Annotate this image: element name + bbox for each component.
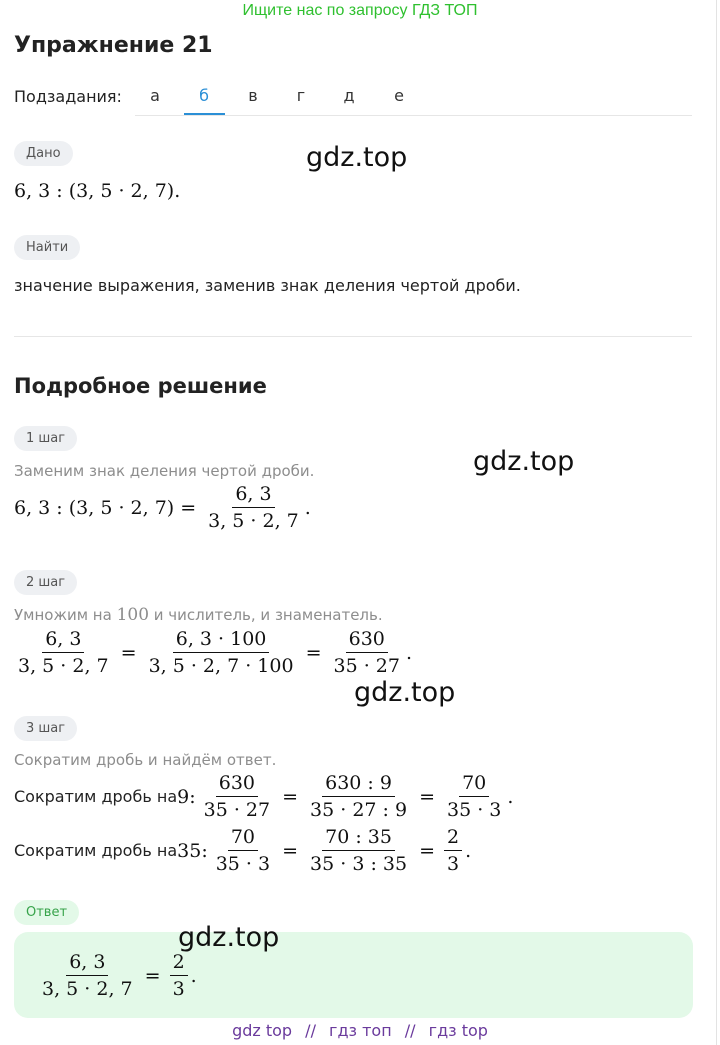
fraction <box>444 772 504 821</box>
step1-formula <box>14 483 311 532</box>
period: . <box>304 496 311 519</box>
period: . <box>507 785 514 808</box>
numerator: 6, 3 <box>66 951 108 976</box>
numerator: 6, 3 · 100 <box>173 628 270 653</box>
watermark: gdz.top <box>354 677 456 708</box>
equals-sign: = <box>305 641 322 664</box>
reduce-label: Сократим дробь на <box>14 841 178 860</box>
step3-line1 <box>14 772 513 821</box>
tab-a[interactable]: а <box>150 86 160 105</box>
footer-link[interactable]: gdz top <box>232 1021 293 1040</box>
footer-separator: // <box>404 1021 416 1040</box>
denominator: 3, 5 · 2, 7 <box>18 655 109 677</box>
colon: : <box>189 785 196 808</box>
fraction <box>39 951 136 1000</box>
equals-sign: = <box>419 839 435 862</box>
denominator: 35 · 27 <box>203 799 271 821</box>
numerator: 2 <box>444 826 462 851</box>
denominator: 35 · 27 : 9 <box>310 799 408 821</box>
fraction <box>201 772 273 821</box>
fraction <box>331 628 403 677</box>
footer-links <box>0 1021 720 1040</box>
equals-sign: = <box>180 496 197 519</box>
fraction <box>307 772 410 821</box>
tab-e[interactable]: е <box>394 86 404 105</box>
step3-badge: 3 шаг <box>14 716 77 741</box>
denominator: 3, 5 · 2, 7 <box>42 978 133 1000</box>
denominator: 35 · 3 : 35 <box>310 853 408 875</box>
find-badge: Найти <box>14 235 80 260</box>
numerator: 70 <box>228 826 258 851</box>
equals-sign: = <box>144 964 161 987</box>
colon: : <box>201 839 208 862</box>
step2-formula <box>12 628 412 677</box>
period: . <box>190 964 197 987</box>
fraction <box>213 826 273 875</box>
page-title: Упражнение 21 <box>14 33 213 58</box>
watermark: gdz.top <box>306 142 408 173</box>
reduce-by: 35 <box>177 839 202 862</box>
watermark: gdz.top <box>473 446 575 477</box>
step1-badge: 1 шаг <box>14 426 77 451</box>
denominator: 35 · 3 <box>215 853 271 875</box>
step2-hint-pre: Умножим на <box>14 606 117 624</box>
reduce-label: Сократим дробь на <box>14 787 178 806</box>
tab-v[interactable]: в <box>248 86 258 105</box>
equals-sign: = <box>282 839 299 862</box>
denominator: 3 <box>447 853 460 875</box>
active-tab-indicator <box>184 113 225 115</box>
footer-link[interactable]: гдз top <box>428 1021 488 1040</box>
numerator: 2 <box>170 951 188 976</box>
right-edge-line <box>716 0 717 1045</box>
answer-formula <box>36 951 197 1000</box>
numerator: 6, 3 <box>232 483 274 508</box>
denominator: 35 · 3 <box>447 799 502 821</box>
search-banner[interactable]: Ищите нас по запросу ГДЗ ТОП <box>242 2 478 19</box>
fraction <box>146 628 297 677</box>
equals-sign: = <box>282 785 299 808</box>
step1-lhs: 6, 3 : (3, 5 · 2, 7) <box>14 496 175 519</box>
step2-hint-number: 100 <box>116 605 150 625</box>
denominator: 35 · 27 <box>333 655 400 677</box>
numerator: 630 <box>216 772 258 797</box>
reduce-by: 9 <box>177 785 190 808</box>
fraction <box>170 951 188 1000</box>
equals-sign: = <box>120 641 137 664</box>
numerator: 70 : 35 <box>322 826 395 851</box>
tab-g[interactable]: г <box>296 86 306 105</box>
denominator: 3, 5 · 2, 7 · 100 <box>148 655 294 677</box>
tab-b[interactable]: б <box>199 86 209 105</box>
period: . <box>465 839 472 862</box>
footer-link[interactable]: гдз топ <box>329 1021 392 1040</box>
fraction <box>205 483 302 532</box>
fraction <box>444 826 462 875</box>
subtasks-label: Подзадания: <box>14 87 122 106</box>
tab-d[interactable]: д <box>343 86 355 105</box>
step2-hint <box>14 605 383 625</box>
footer-separator: // <box>305 1021 316 1040</box>
solution-heading: Подробное решение <box>14 374 267 398</box>
answer-badge: Ответ <box>14 900 79 925</box>
watermark: gdz.top <box>178 922 280 953</box>
period: . <box>405 641 413 664</box>
numerator: 630 : 9 <box>322 772 395 797</box>
step2-badge: 2 шаг <box>14 570 77 595</box>
fraction <box>307 826 410 875</box>
equals-sign: = <box>419 785 435 808</box>
fraction <box>15 628 112 677</box>
numerator: 630 <box>346 628 388 653</box>
denominator: 3, 5 · 2, 7 <box>208 510 299 532</box>
step3-line2 <box>14 826 471 875</box>
given-expression: 6, 3 : (3, 5 · 2, 7). <box>14 180 181 202</box>
numerator: 70 <box>459 772 489 797</box>
step1-hint: Заменим знак деления чертой дроби. <box>14 462 315 480</box>
step2-hint-post: и числитель, и знаменатель. <box>149 606 383 624</box>
section-divider <box>14 336 692 337</box>
denominator: 3 <box>172 978 185 1000</box>
subtask-tabs <box>135 80 692 116</box>
find-text: значение выражения, заменив знак деления чертой дроби. <box>14 276 521 295</box>
given-badge: Дано <box>14 141 73 166</box>
step3-hint: Сократим дробь и найдём ответ. <box>14 751 277 769</box>
numerator: 6, 3 <box>42 628 84 653</box>
